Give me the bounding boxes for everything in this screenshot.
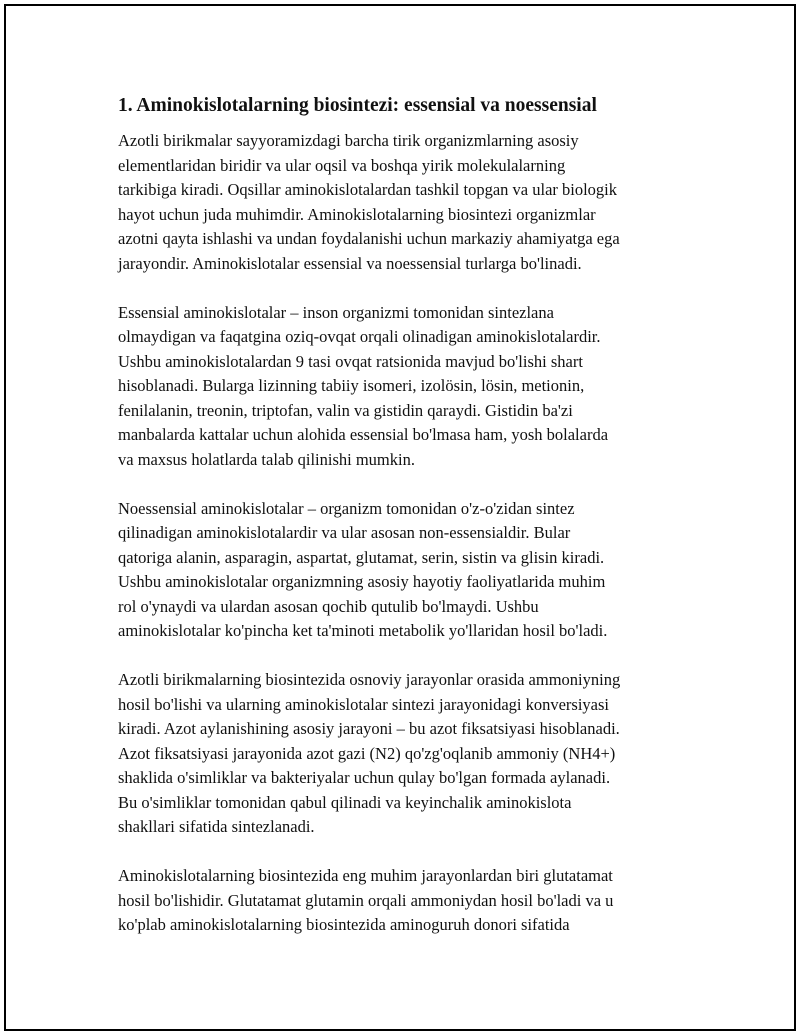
section-heading: 1. Aminokislotalarning biosintezi: essensial va noessensial [118, 95, 597, 116]
paragraph-1: Azotli birikmalar sayyoramizdagi barcha tirik organizmlarning asosiy elementlaridan biridir va ular oqsil va boshqa yirik molekulalarning tarkibiga kiradi. Oqsillar aminokislotalardan tashkil topgan va ular biologik hayot uchun juda muhimdir. Aminokislotalarning biosintezi organizmlar azotni qayta ishlashi va undan foydalanishi uchun markaziy ahamiyatga ega jarayondir. Aminokislotalar essensial va noessensial turlarga bo'linadi. [118, 131, 620, 273]
paragraph-4: Azotli birikmalarning biosintezida osnoviy jarayonlar orasida ammoniyning hosil bo'lishi va ularning aminokislotalar sintezi jarayonidagi konversiyasi kiradi. Azot aylanishining asosiy jarayoni – bu azot fiksatsiyasi hisoblanadi. Azot fiksatsiyasi jarayonida azot gazi (N2) qo'zg'oqlanib ammoniy (NH4+) shaklida o'simliklar va bakteriyalar uchun qulay bo'lgan formada aylanadi. Bu o'simliklar tomonidan qabul qilinadi va keyinchalik aminokislota shakllari sifatida sintezlanadi. [118, 670, 621, 836]
document-body [118, 93, 693, 962]
paragraph-2: Essensial aminokislotalar – inson organizmi tomonidan sintezlana olmaydigan va faqatgina oziq-ovqat orqali olinadigan aminokislotalardir. Ushbu aminokislotalardan 9 tasi ovqat ratsionida mavjud bo'lishi shart hisoblanadi. Bularga lizinning tabiiy isomeri, izolösin, lösin, metionin, fenilalanin, treonin, triptofan, valin va gistidin qaraydi. Gistidin ba'zi manbalarda kattalar uchun alohida essensial bo'lmasa ham, yosh bolalarda va maxsus holatlarda talab qilinishi mumkin. [118, 302, 609, 469]
paragraph-5: Aminokislotalarning biosintezida eng muhim jarayonlardan biri glutatamat hosil bo'lishidir. Glutatamat glutamin orqali ammoniydan hosil bo'ladi va u ko'plab aminokislotalarning biosintezida aminoguruh donori sifatida [118, 866, 614, 934]
paragraph-3: Noessensial aminokislotalar – organizm tomonidan o'z-o'zidan sintez qilinadigan aminokislotalardir va ular asosan non-essensialdir. Bular qatoriga alanin, asparagin, aspartat, glutamat, serin, sistin va glisin kiradi. Ushbu aminokislotalar organizmning asosiy hayotiy faoliyatlarida muhim rol o'ynaydi va ulardan asosan qochib qutulib bo'lmaydi. Ushbu aminokislotalar ko'pincha ket ta'minoti metabolik yo'llaridan hosil bo'ladi. [118, 498, 608, 640]
